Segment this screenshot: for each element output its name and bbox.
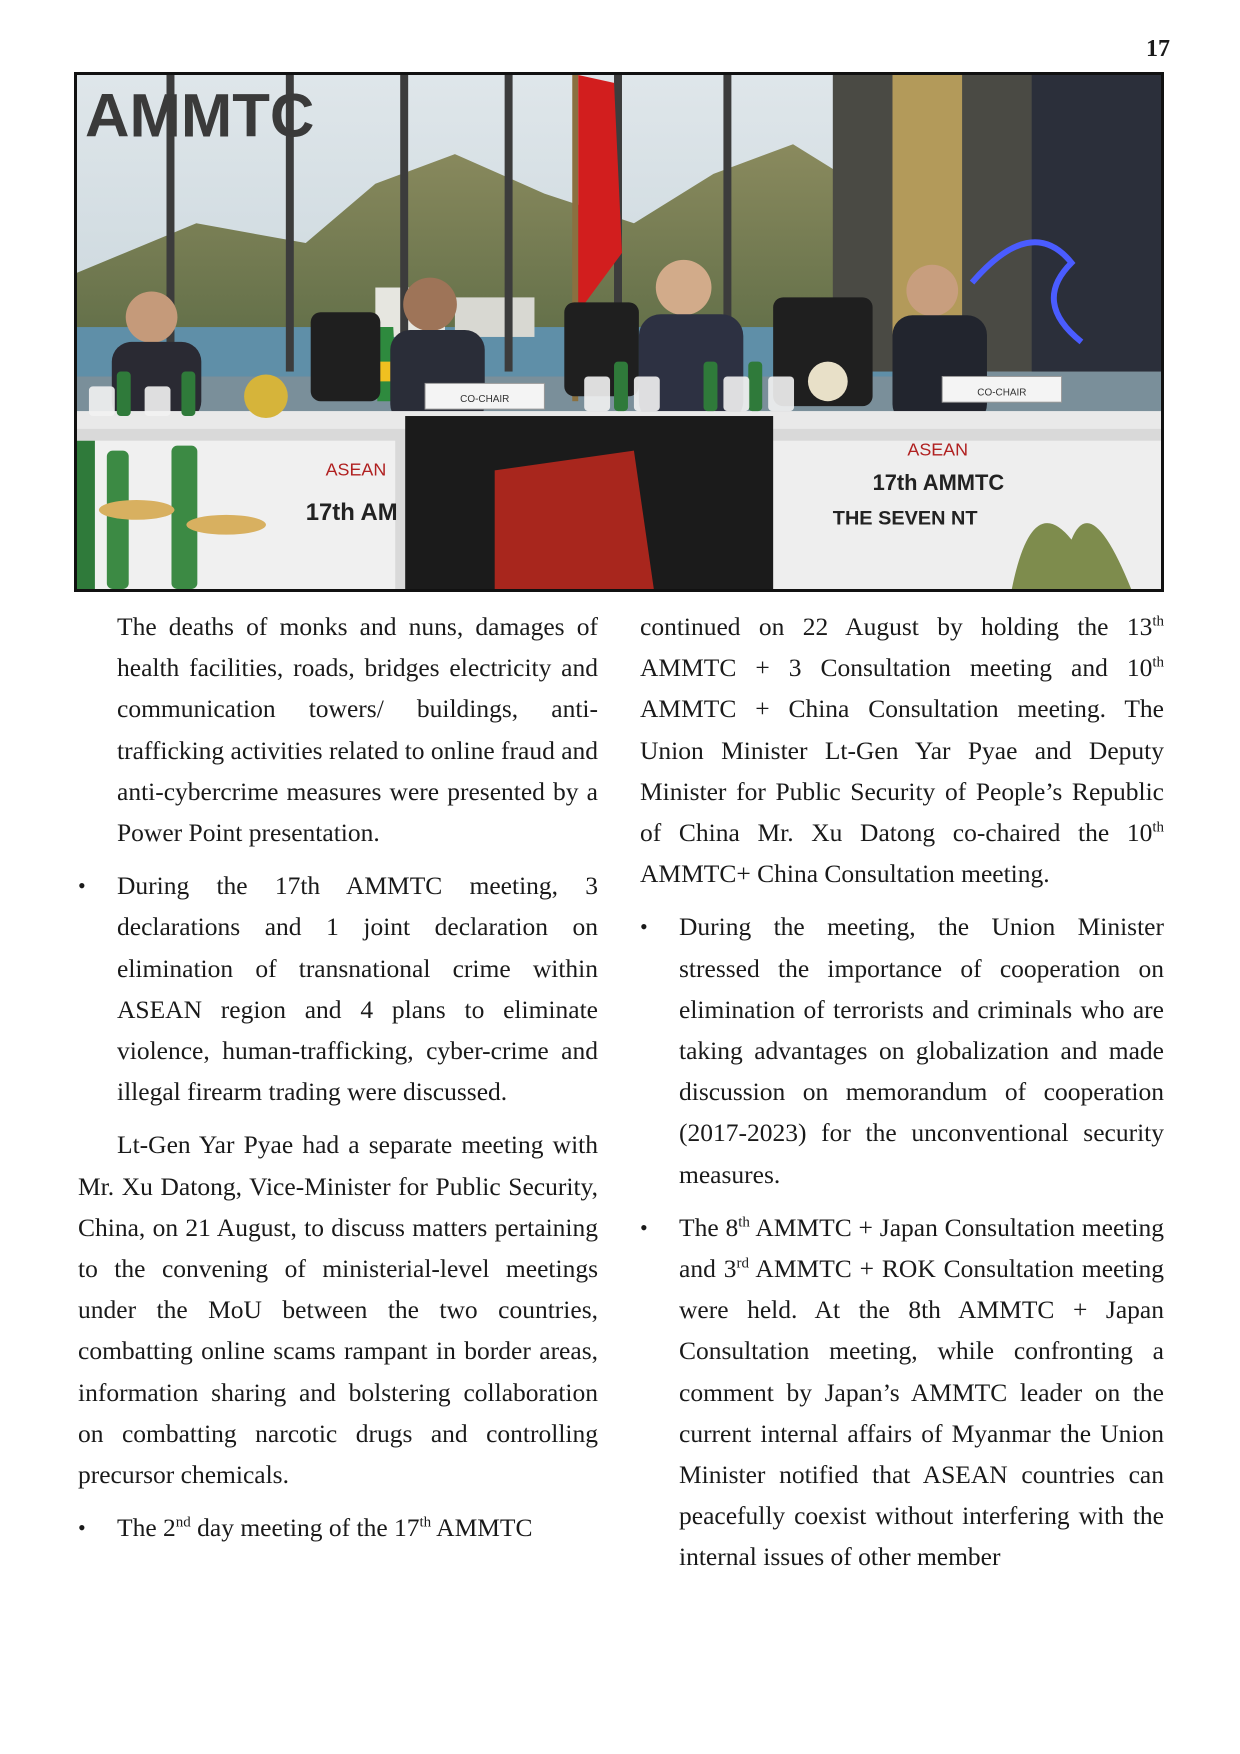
page-number: 17 <box>1146 36 1170 62</box>
bullet-declarations: • During the 17th AMMTC meeting, 3 declarations and 1 joint declaration on elimination of transnational crime within ASEAN region and 4 plans to eliminate violence, human-trafficking, cyber-crime and illegal firearm trading were discussed. <box>78 865 598 1112</box>
paragraph-continued: continued on 22 August by holding the 13th AMMTC + 3 Consultation meeting and 10th AMMTC + China Consultation meeting. The Union Minister Lt-Gen Yar Pyae and Deputy Minister for Public Security of People’s Republic of China Mr. Xu Datong co-chaired the 10th AMMTC+ China Consultation meeting. <box>640 612 1164 889</box>
right-column <box>640 606 1164 1578</box>
meeting-photo <box>74 72 1164 592</box>
placard-left-text: CO-CHAIR <box>460 394 510 406</box>
wall-sign-text: AMMTC <box>84 81 315 151</box>
banner-left-brand: ASEAN <box>325 459 387 480</box>
banner-right-text: 17th AMMTC <box>872 470 1005 496</box>
banner-right-sub: THE SEVEN NT <box>832 507 978 530</box>
bullet-second-day: • The 2nd day meeting of the 17th AMMTC <box>78 1507 598 1548</box>
paragraph-presentation: The deaths of monks and nuns, damages of health facilities, roads, bridges electricity and communication towers/ buildings, anti-trafficking activities related to online fraud and anti-cybercrime measures were presented by a Power Point presentation. <box>117 612 599 848</box>
left-column <box>78 606 598 1548</box>
paragraph-separate-meeting: Lt-Gen Yar Pyae had a separate meeting with Mr. Xu Datong, Vice-Minister for Public Security, China, on 21 August, to discuss matters pertaining to the convening of ministerial-level meetings under the MoU between the two countries, combatting online scams rampant in border areas, information sharing and bolstering collaboration on combatting narcotic drugs and controlling precursor chemicals. <box>78 1130 598 1490</box>
placard-right-text: CO-CHAIR <box>977 387 1027 399</box>
bullet-union-minister: • During the meeting, the Union Minister stressed the importance of cooperation on elimination of terrorists and criminals who are taking advantages on globalization and made discussion on memorandum of cooperation (2017-2023) for the unconventional security measures. <box>640 906 1164 1194</box>
banner-right-brand: ASEAN <box>907 439 969 460</box>
bullet-japan-rok: • The 8th AMMTC + Japan Consultation meeting and 3rd AMMTC + ROK Consultation meeting were held. At the 8th AMMTC + Japan Consultation meeting, while confronting a comment by Japan’s AMMTC leader on the current internal affairs of Myanmar the Union Minister notified that ASEAN countries can peacefully coexist without interfering with the internal issues of other member <box>640 1207 1164 1578</box>
banner-left-text: 17th AM <box>305 498 398 526</box>
